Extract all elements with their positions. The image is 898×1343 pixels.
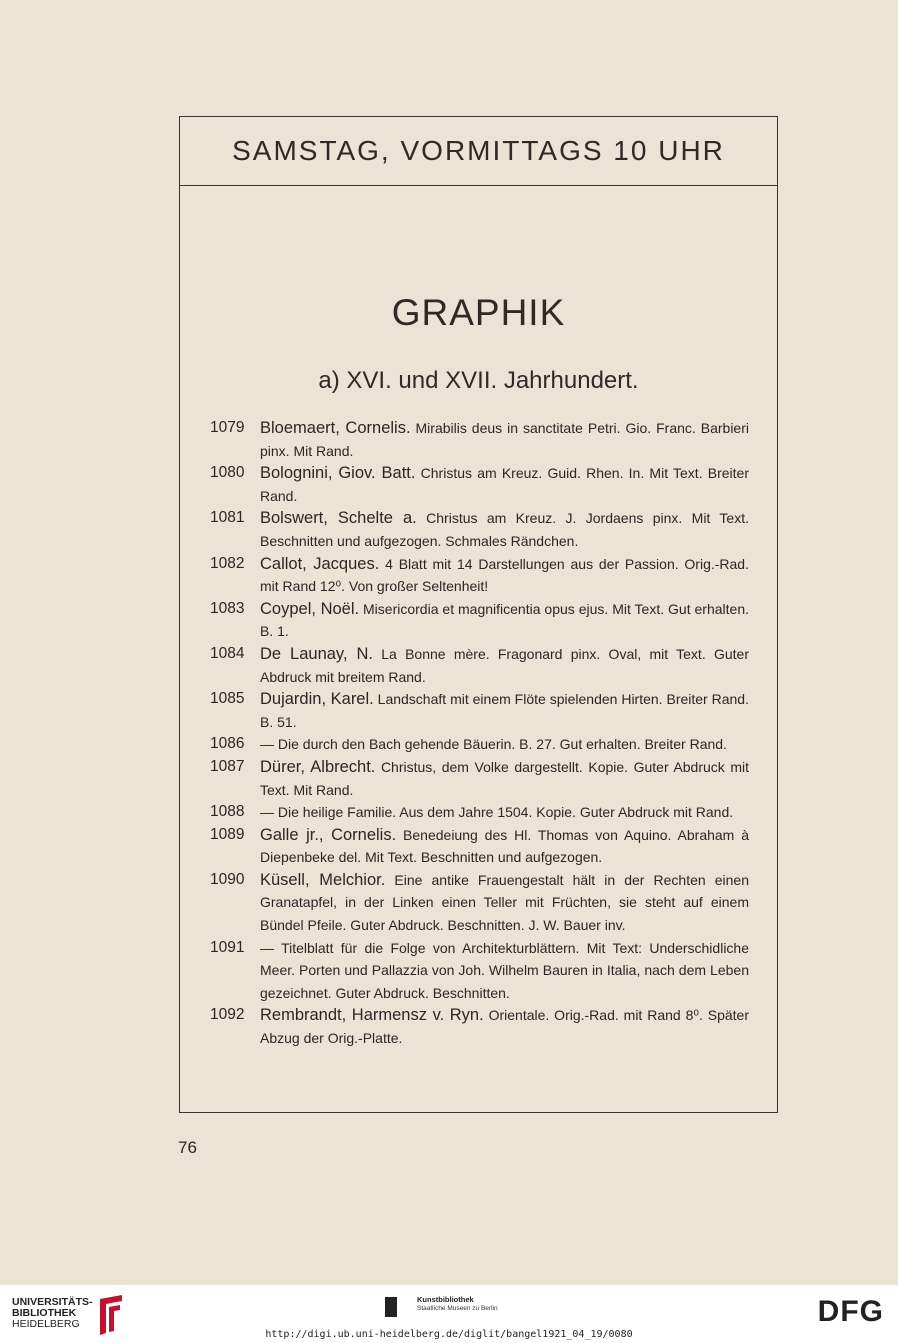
artist-name: Dürer, Albrecht. <box>260 757 376 776</box>
artist-name: Küsell, Melchior. <box>260 870 386 889</box>
entry-description: — Die durch den Bach gehende Bäuerin. B. 27. Gut erhalten. Breiter Rand. <box>260 736 727 753</box>
kunstbibliothek-mark-icon <box>385 1297 397 1317</box>
catalog-entry <box>210 937 749 1005</box>
entry-text <box>260 688 749 733</box>
session-heading: SAMSTAG, VORMITTAGS 10 UHR <box>232 135 725 166</box>
entry-description: Christus am Kreuz. J. Jordaens pinx. Mit Text. Beschnitten und aufgezogen. Schmales Rändchen. <box>260 510 749 549</box>
ub-line-2: BIBLIOTHEK <box>12 1307 77 1319</box>
entry-description: Christus am Kreuz. Guid. Rhen. In. Mit Text. Breiter Rand. <box>260 465 750 504</box>
catalog-entry <box>210 688 749 733</box>
lot-number: 1081 <box>210 509 245 527</box>
entry-description: Orientale. Orig.-Rad. mit Rand 8⁰. Später Abzug der Orig.-Platte. <box>260 1007 749 1047</box>
entry-text <box>260 937 749 1005</box>
entry-text <box>260 643 749 688</box>
kunstbibliothek-name: Kunstbibliothek <box>417 1295 474 1304</box>
catalog-entries <box>210 417 749 1050</box>
entry-description: Mirabilis deus in sanctitate Petri. Gio. Franc. Barbieri pinx. Mit Rand. <box>260 420 749 459</box>
catalog-entry <box>210 869 749 937</box>
lot-number: 1091 <box>210 938 245 956</box>
lot-number: 1087 <box>210 757 245 775</box>
subsection-title: a) XVI. und XVII. Jahrhundert. <box>318 367 639 394</box>
lot-number: 1088 <box>210 803 245 821</box>
lot-number: 1083 <box>210 599 245 617</box>
entry-description: — Die heilige Familie. Aus dem Jahre 1504. Kopie. Guter Abdruck mit Rand. <box>260 804 734 821</box>
catalog-entry <box>210 598 749 643</box>
entry-description: Misericordia et magnificentia opus ejus. Mit Text. Gut erhalten. B. 1. <box>260 600 749 640</box>
catalog-entry <box>210 1004 749 1049</box>
catalog-entry <box>210 733 749 756</box>
lot-number: 1085 <box>210 690 245 708</box>
catalog-entry <box>210 553 749 598</box>
lot-number: 1090 <box>210 870 245 888</box>
entry-text <box>260 869 749 937</box>
entry-description: 4 Blatt mit 14 Darstellungen aus der Passion. Orig.-Rad. mit Rand 12⁰. Von großer Seltenheit! <box>260 555 749 595</box>
catalog-entry <box>210 507 749 552</box>
catalog-entry <box>210 801 749 824</box>
catalog-entry <box>210 462 749 507</box>
lot-number: 1092 <box>210 1006 245 1024</box>
entry-description: Landschaft mit einem Flöte spielenden Hirten. Breiter Rand. B. 51. <box>260 691 749 730</box>
entry-text <box>260 801 749 824</box>
entry-description: Christus, dem Volke dargestellt. Kopie. Guter Abdruck mit Text. Mit Rand. <box>260 758 749 798</box>
university-library-name <box>12 1297 93 1330</box>
entry-text <box>260 553 749 598</box>
entry-text <box>260 1004 749 1049</box>
entry-text <box>260 507 749 552</box>
artist-name: Bolognini, Giov. Batt. <box>260 464 416 483</box>
page-number: 76 <box>178 1138 197 1157</box>
lot-number: 1086 <box>210 735 245 753</box>
entry-text <box>260 733 749 756</box>
entry-description: Eine antike Frauengestalt hält in der Rechten einen Granatapfel, in der Linken einen Teller mit Früchten, sie steht auf einem Bündel Pfeile. Guter Abdruck. Beschnitten. J. W. Bauer inv. <box>260 871 749 934</box>
ub-line-1: UNIVERSITÄTS- <box>12 1296 93 1308</box>
section-title: GRAPHIK <box>391 292 566 333</box>
entry-text <box>260 756 749 801</box>
catalog-entry <box>210 824 749 869</box>
lot-number: 1089 <box>210 825 245 843</box>
entry-text <box>260 417 749 462</box>
header-divider <box>180 185 777 186</box>
entry-description: — Titelblatt für die Folge von Architekturblättern. Mit Text: Underschidliche Meer. Porten und Pallazzia von Joh. Wilhelm Bauren in Italia, nach dem Leben gezeichnet. Guter Abdruck. Beschnitten. <box>260 939 749 1001</box>
artist-name: Callot, Jacques. <box>260 554 380 573</box>
permalink-url[interactable]: http://digi.ub.uni-heidelberg.de/diglit/bangel1921_04_19/0080 <box>265 1329 633 1340</box>
entry-text <box>260 824 749 869</box>
artist-name: Galle jr., Cornelis. <box>260 825 397 844</box>
lot-number: 1084 <box>210 644 245 662</box>
entry-description: Benedeiung des Hl. Thomas von Aquino. Abraham à Diepenbeke del. Mit Text. Beschnitten und aufgezogen. <box>260 826 749 866</box>
kunstbibliothek-subtitle: Staatliche Museen zu Berlin <box>417 1305 498 1312</box>
artist-name: Coypel, Noël. <box>260 599 360 618</box>
entry-description: La Bonne mère. Fragonard pinx. Oval, mit Text. Guter Abdruck mit breitem Rand. <box>260 645 749 685</box>
lot-number: 1079 <box>210 419 245 436</box>
page-frame <box>179 116 778 1113</box>
artist-name: Bolswert, Schelte a. <box>260 509 417 528</box>
catalog-entry <box>210 756 749 801</box>
artist-name: Bloemaert, Cornelis. <box>260 419 411 437</box>
artist-name: Rembrandt, Harmensz v. Ryn. <box>260 1006 484 1025</box>
lot-number: 1080 <box>210 464 245 482</box>
catalog-entry <box>210 417 749 462</box>
catalog-entry <box>210 643 749 688</box>
artist-name: Dujardin, Karel. <box>260 690 374 709</box>
ub-line-3: HEIDELBERG <box>12 1318 80 1330</box>
entry-text <box>260 462 749 507</box>
entry-text <box>260 598 749 643</box>
lot-number: 1082 <box>210 554 245 572</box>
artist-name: De Launay, N. <box>260 644 373 663</box>
dfg-logo[interactable]: DFG <box>817 1295 884 1328</box>
